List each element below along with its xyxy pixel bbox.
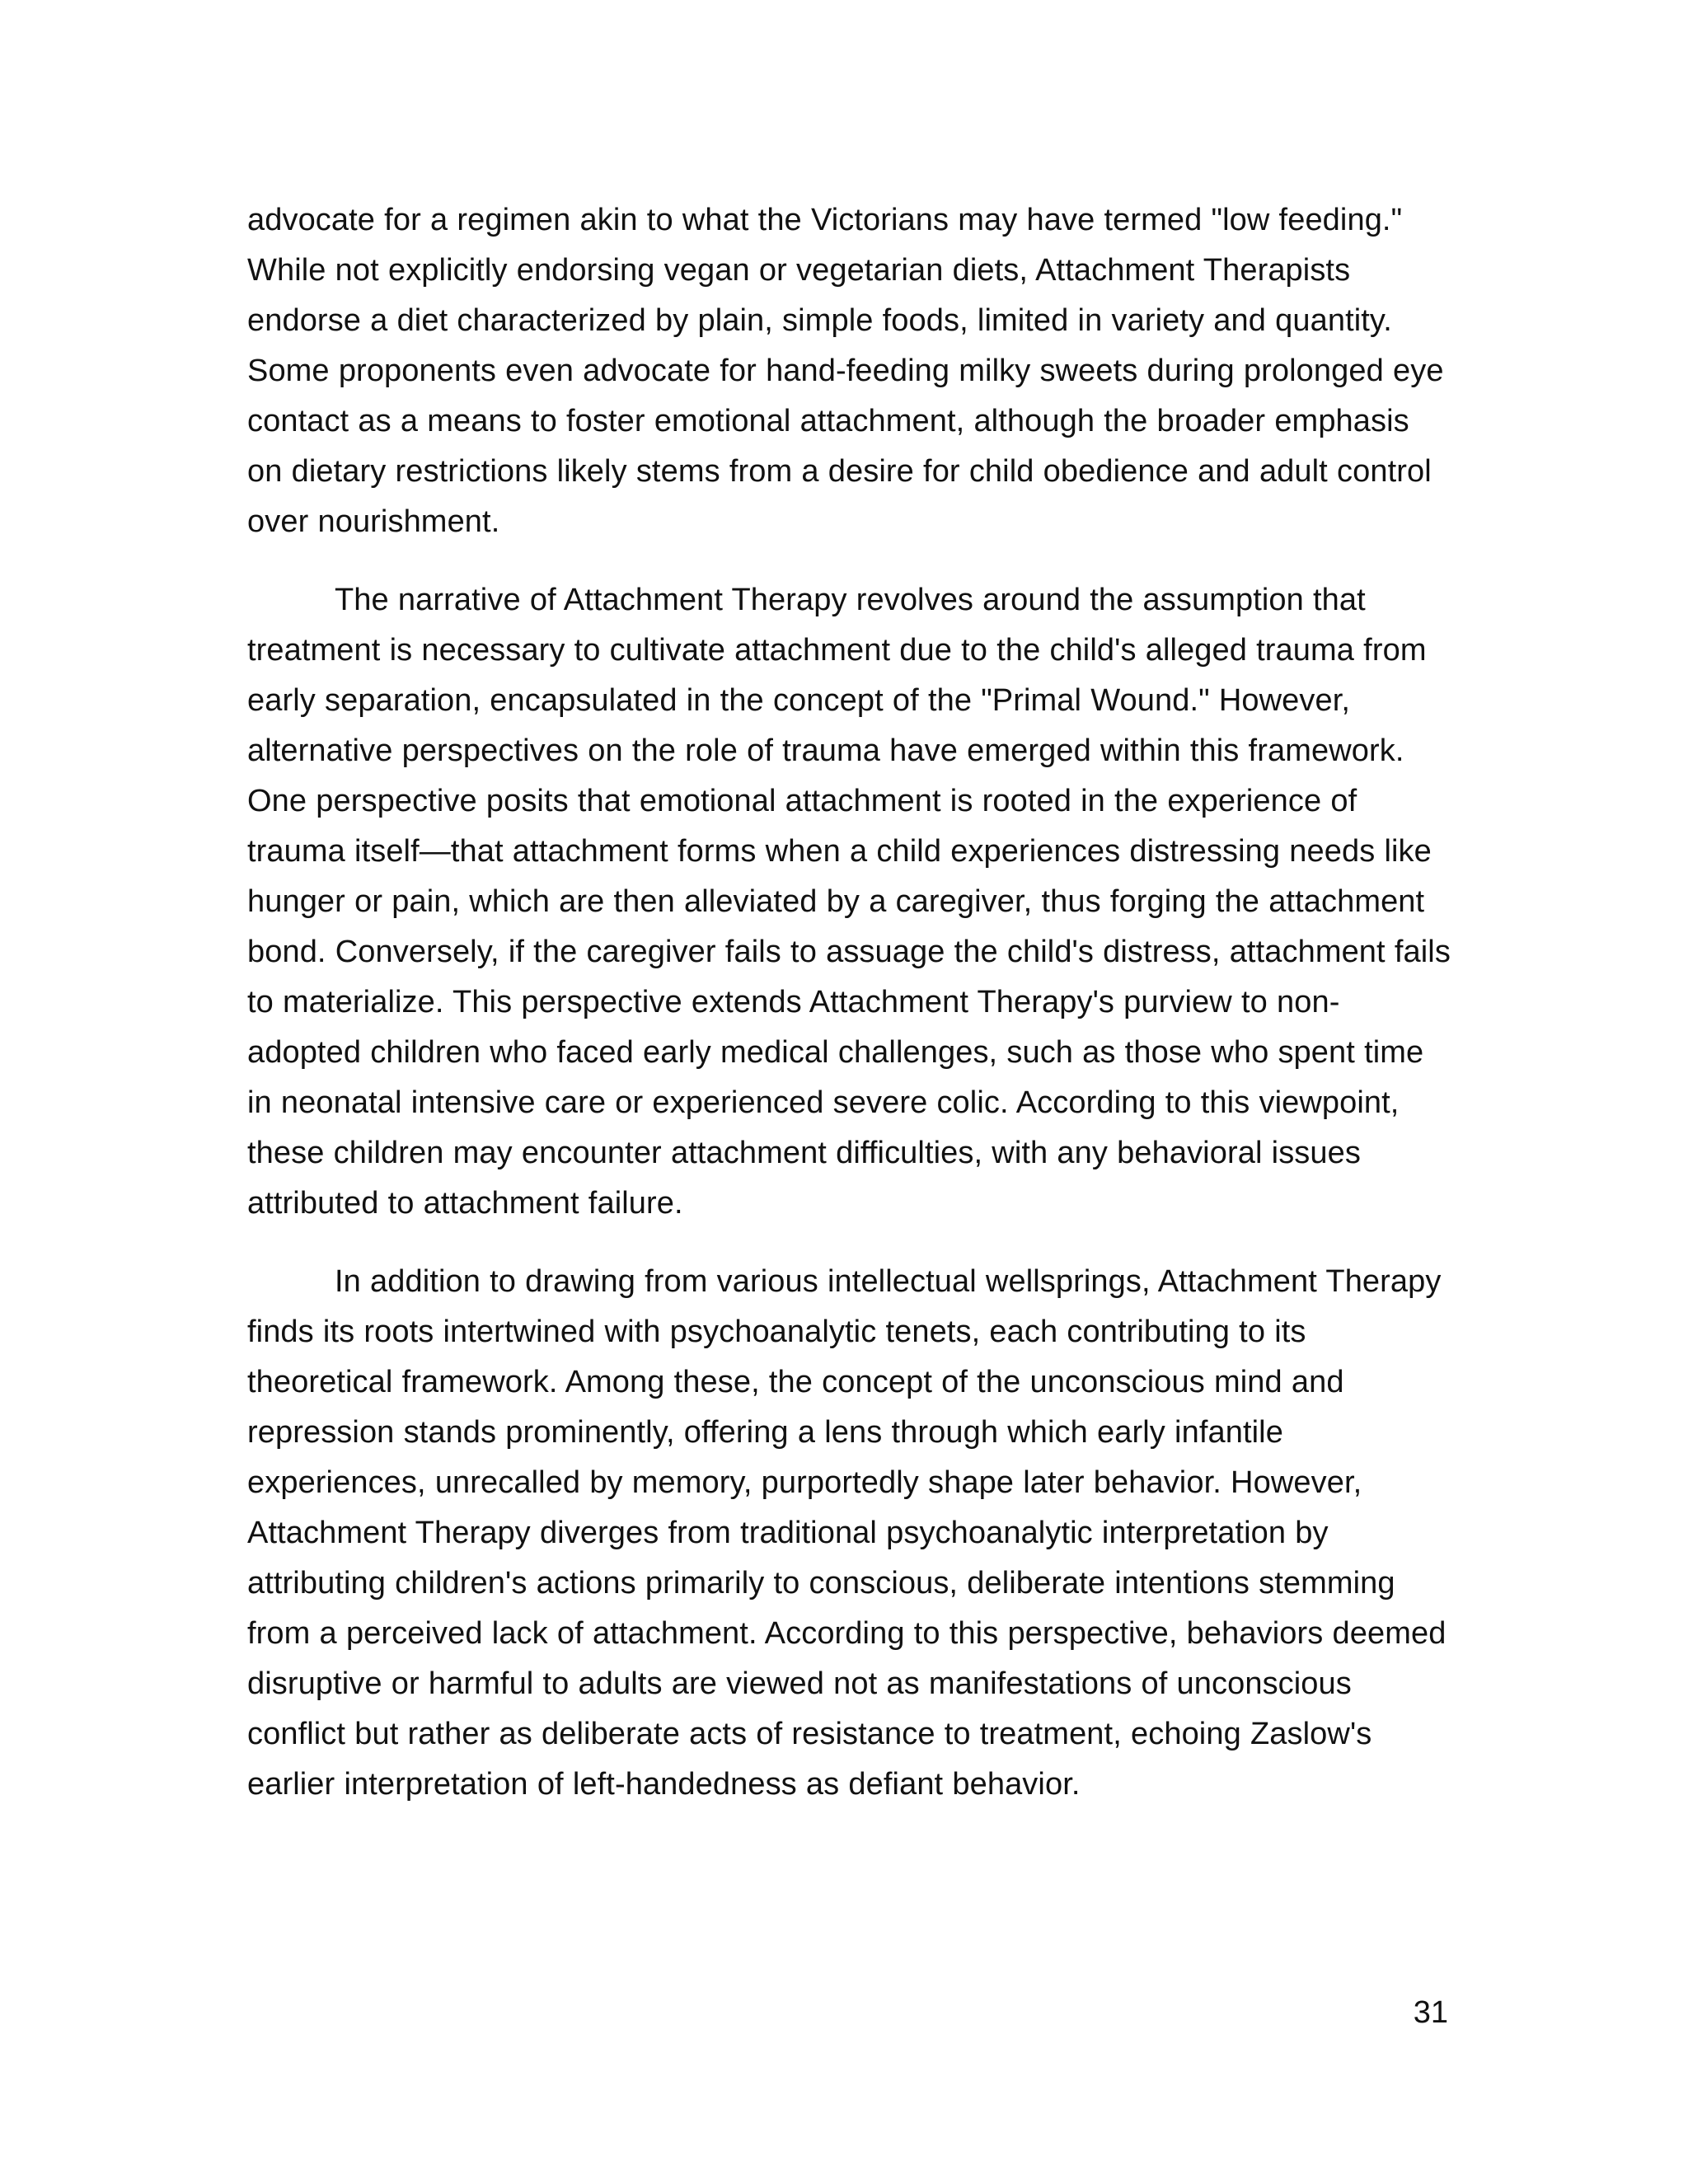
paragraph-psychoanalytic: In addition to drawing from various intellectual wellsprings, Attachment Therapy finds its roots intertwined with psychoanalytic tenets, each contributing to its theoretical framework. Among these, the concept of the unconscious mind and repression stands prominently, offering a lens through which early infantile experiences, unrecalled by memory, purportedly shape later behavior. However, Attachment Therapy diverges from traditional psychoanalytic interpretation by attributing children's actions primarily to conscious, deliberate intentions stemming from a perceived lack of attachment. According to this perspective, behaviors deemed disruptive or harmful to adults are viewed not as manifestations of unconscious conflict but rather as deliberate acts of resistance to treatment, echoing Zaslow's earlier interpretation of left-handedness as defiant behavior.	[247, 1264, 1447, 1802]
page-body	[247, 195, 1451, 1810]
paragraph-diet: advocate for a regimen akin to what the Victorians may have termed "low feeding." While not explicitly endorsing vegan or vegetarian diets, Attachment Therapists endorse a diet characterized by plain, simple foods, limited in variety and quantity. Some proponents even advocate for hand-feeding milky sweets during prolonged eye contact as a means to foster emotional attachment, although the broader emphasis on dietary restrictions likely stems from a desire for child obedience and adult control over nourishment.	[247, 203, 1444, 539]
paragraph-trauma: The narrative of Attachment Therapy revolves around the assumption that treatment is necessary to cultivate attachment due to the child's alleged trauma from early separation, encapsulated in the concept of the "Primal Wound." However, alternative perspectives on the role of trauma have emerged within this framework. One perspective posits that emotional attachment is rooted in the experience of trauma itself—that attachment forms when a child experiences distressing needs like hunger or pain, which are then alleviated by a caregiver, thus forging the attachment bond. Conversely, if the caregiver fails to assuage the child's distress, attachment fails to materialize. This perspective extends Attachment Therapy's purview to non-adopted children who faced early medical challenges, such as those who spent time in neonatal intensive care or experienced severe colic. According to this viewpoint, these children may encounter attachment difficulties, with any behavioral issues attributed to attachment failure.	[247, 583, 1451, 1221]
page-number: 31	[1413, 1995, 1448, 2030]
